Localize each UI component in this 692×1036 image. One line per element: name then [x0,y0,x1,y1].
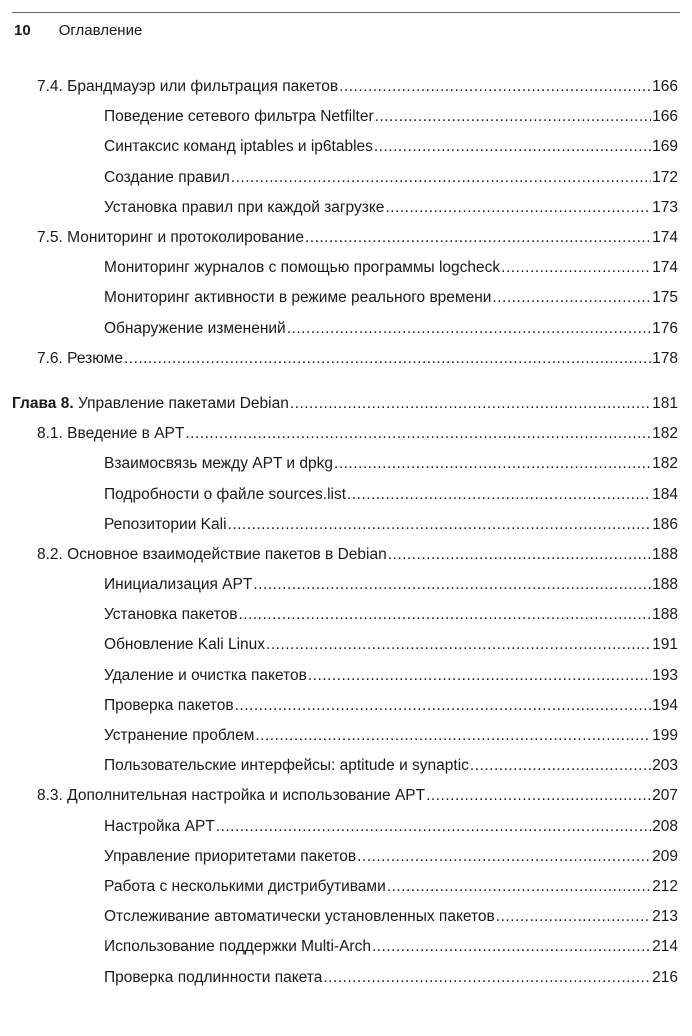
toc-page-number: 194 [652,696,678,714]
dot-leader [231,169,651,187]
toc-entry-title [104,455,334,473]
toc-subsection-entry[interactable] [0,479,692,509]
toc-entry-title [104,138,374,156]
toc-subsection-entry[interactable] [0,132,692,162]
toc-subsection-entry[interactable] [0,962,692,992]
toc-entry-title [104,969,323,987]
toc-entry-title [37,229,305,247]
toc-entry-number: 7.5. [37,229,63,247]
toc-entry-text: Отслеживание автоматически установленных пакетов [104,908,495,926]
toc-page-number: 208 [652,817,678,835]
dot-leader [372,938,651,956]
dot-leader [374,138,651,156]
toc-subsection-entry[interactable] [0,102,692,132]
dot-leader [496,908,651,926]
toc-entry-text: Настройка APT [104,817,215,835]
dot-leader [375,108,652,126]
toc-entry-text: Брандмауэр или фильтрация пакетов [67,78,339,96]
toc-subsection-entry[interactable] [0,812,692,842]
toc-page-number: 166 [652,78,678,96]
toc-subsection-entry[interactable] [0,600,692,630]
toc-page-number: 188 [652,606,678,624]
toc-page-number: 193 [652,666,678,684]
dot-leader [334,455,651,473]
toc-page-number: 173 [652,198,678,216]
toc-entry-title [104,169,231,187]
dot-leader [290,395,651,413]
toc-section-entry[interactable] [0,540,692,570]
toc-entry-title [37,78,339,96]
dot-leader [308,667,651,685]
toc-subsection-entry[interactable] [0,721,692,751]
toc-subsection-entry[interactable] [0,842,692,872]
toc-entry-text: Пользовательские интерфейсы: aptitude и synaptic [104,757,469,775]
toc-entry-text: Инициализация APT [104,576,253,594]
toc-entry-text: Репозитории Kali [104,515,227,533]
toc-entry-title [37,546,388,564]
toc-entry-text: Проверка подлинности пакета [104,968,323,986]
toc-entry-text: Подробности о файле sources.list [104,485,347,503]
toc-subsection-entry[interactable] [0,630,692,660]
toc-entry-title [37,787,426,805]
toc-entry-text: Проверка пакетов [104,696,234,714]
toc-chapter-entry[interactable] [0,389,692,419]
toc-entry-number: 8.3. [37,787,63,805]
toc-entry-number: 8.2. [37,545,63,563]
toc-entry-title [104,516,228,534]
toc-page-number: 186 [652,515,678,533]
dot-leader [235,697,652,715]
toc-entry-text: Управление приоритетами пакетов [104,847,357,865]
toc-page-number: 191 [652,636,678,654]
toc-entry-text: Поведение сетевого фильтра Netfilter [104,108,374,126]
dot-leader [388,546,651,564]
toc-subsection-entry[interactable] [0,283,692,313]
toc-entry-text: Обнаружение изменений [104,319,286,337]
toc-section-entry[interactable] [0,223,692,253]
toc-entry-title [104,486,347,504]
toc-entry-text: Обновление Kali Linux [104,636,266,654]
dot-leader [266,636,651,654]
toc-entry-text: Мониторинг и протоколирование [67,229,304,247]
dot-leader [426,787,651,805]
toc-entry-title [104,259,501,277]
toc-entry-text: Установка правил при каждой загрузке [104,198,385,216]
toc-subsection-entry[interactable] [0,163,692,193]
toc-page-number: 174 [652,229,678,247]
dot-leader [501,259,651,277]
toc-entry-title [104,908,496,926]
toc-entry-text: Использование поддержки Multi-Arch [104,938,371,956]
toc-section-entry[interactable] [0,419,692,449]
page-number: 10 [14,22,31,39]
toc-entry-text: Введение в APT [67,425,185,443]
toc-entry-text: Взаимосвязь между APT и dpkg [104,455,334,473]
toc-page-number: 209 [652,847,678,865]
toc-section-entry[interactable] [0,344,692,374]
toc-page-number: 175 [652,289,678,307]
toc-subsection-entry[interactable] [0,872,692,902]
dot-leader [238,606,651,624]
toc-subsection-entry[interactable] [0,902,692,932]
dot-leader [287,320,651,338]
toc-subsection-entry[interactable] [0,253,692,283]
toc-entry-title [104,727,255,745]
dot-leader [387,878,651,896]
toc-page-number: 182 [652,425,678,443]
toc-page-number: 214 [652,938,678,956]
toc-entry-text: Резюме [67,349,123,367]
dot-leader [124,350,651,368]
toc-page-number: 166 [652,108,678,126]
toc-entry-number: 7.6. [37,349,63,367]
toc-subsection-entry[interactable] [0,510,692,540]
dot-leader [470,757,651,775]
toc-entry-text: Мониторинг активности в режиме реального времени [104,289,492,307]
toc-entry-title [104,757,470,775]
toc-entry-text: Дополнительная настройка и использование APT [67,787,426,805]
toc-entry-text: Основное взаимодействие пакетов в Debian [67,545,387,563]
dot-leader [347,486,651,504]
toc-entry-title [37,425,185,443]
toc-entry-title [104,667,308,685]
toc-page-number: 203 [652,757,678,775]
toc-entry-title [104,108,375,126]
toc-entry-text: Создание правил [104,168,230,186]
toc-entry-text: Удаление и очистка пакетов [104,666,307,684]
dot-leader [216,818,651,836]
toc-entry-title [104,320,287,338]
toc-entry-title [12,395,290,413]
toc-subsection-entry[interactable] [0,449,692,479]
toc-entry-title [104,199,385,217]
dot-leader [492,289,651,307]
toc-entry-title [104,697,235,715]
table-of-contents [0,72,692,993]
toc-entry-text: Синтаксис команд iptables и ip6tables [104,138,373,156]
toc-entry-title [104,576,253,594]
toc-entry-text: Установка пакетов [104,606,238,624]
toc-section-entry[interactable] [0,72,692,102]
toc-subsection-entry[interactable] [0,691,692,721]
toc-entry-title [104,848,357,866]
toc-page-number: 188 [652,576,678,594]
toc-entry-number: 8.1. [37,425,63,443]
running-header [12,12,680,39]
toc-entry-title [104,938,372,956]
dot-leader [253,576,651,594]
dot-leader [339,78,651,96]
toc-page-number: 172 [652,168,678,186]
toc-page-number: 178 [652,349,678,367]
toc-page-number: 181 [652,394,678,412]
toc-subsection-entry[interactable] [0,193,692,223]
toc-page-number: 188 [652,545,678,563]
toc-page-number: 182 [652,455,678,473]
toc-subsection-entry[interactable] [0,932,692,962]
toc-entry-text: Устранение проблем [104,727,255,745]
toc-page-number: 184 [652,485,678,503]
toc-page-number: 213 [652,908,678,926]
toc-entry-number: 7.4. [37,78,63,96]
toc-subsection-entry[interactable] [0,751,692,781]
toc-entry-title [104,636,266,654]
toc-section-entry[interactable] [0,781,692,811]
dot-leader [357,848,651,866]
dot-leader [228,516,652,534]
dot-leader [305,229,651,247]
toc-page-number: 216 [652,968,678,986]
toc-entry-title [104,289,492,307]
toc-entry-text: Работа с несколькими дистрибутивами [104,877,386,895]
toc-entry-title [104,878,387,896]
running-title: Оглавление [58,22,143,39]
toc-page-number: 169 [652,138,678,156]
toc-subsection-entry[interactable] [0,570,692,600]
toc-entry-text: Мониторинг журналов с помощью программы logcheck [104,259,501,277]
dot-leader [385,199,651,217]
dot-leader [185,425,651,443]
toc-entry-text: Управление пакетами Debian [77,394,289,412]
toc-page-number: 174 [652,259,678,277]
dot-leader [323,969,651,987]
toc-subsection-entry[interactable] [0,661,692,691]
toc-page-number: 176 [652,319,678,337]
toc-entry-number: Глава 8. [12,394,74,412]
toc-page-number: 207 [652,787,678,805]
toc-entry-title [104,606,238,624]
toc-entry-title [104,818,216,836]
toc-entry-title [37,350,124,368]
dot-leader [255,727,651,745]
toc-subsection-entry[interactable] [0,314,692,344]
toc-page-number: 199 [652,727,678,745]
toc-page-number: 212 [652,877,678,895]
